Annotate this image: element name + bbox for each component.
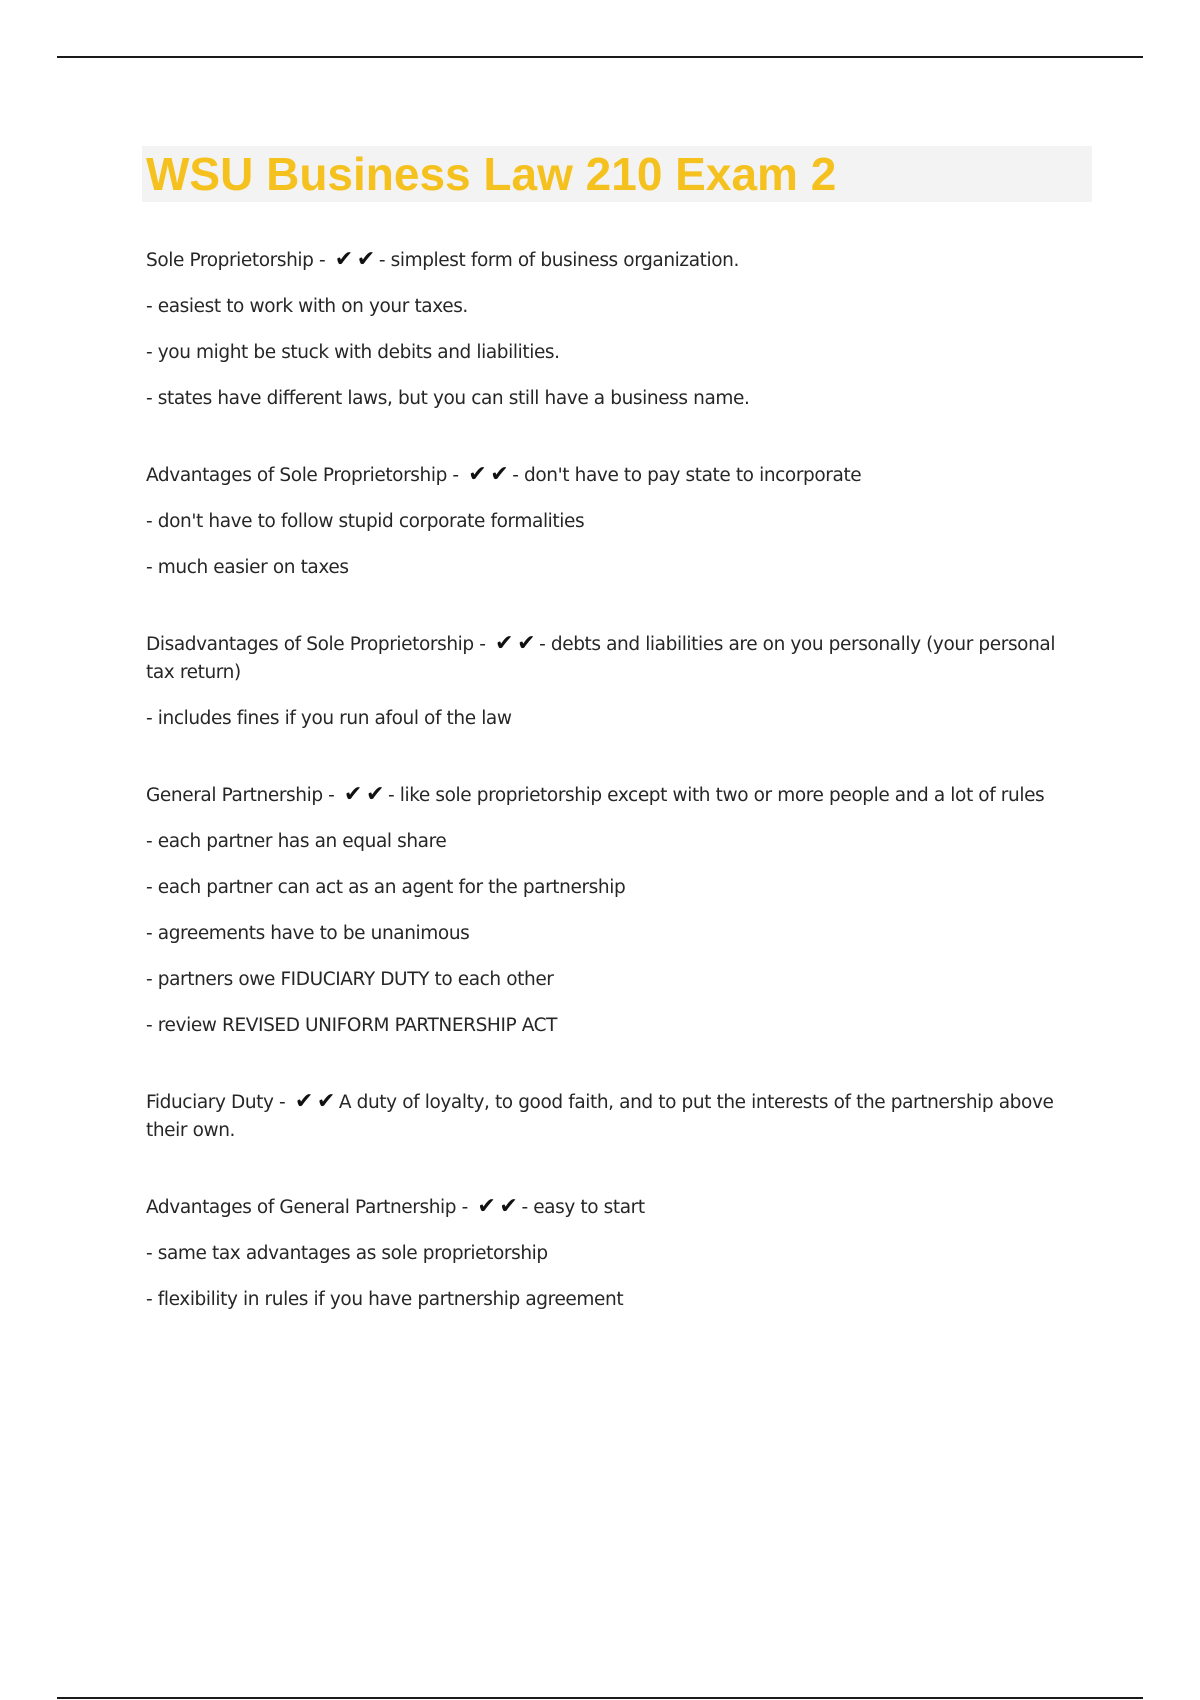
double-check-icons <box>475 1193 519 1222</box>
entry-bullet: - each partner can act as an agent for the partnership <box>146 877 626 898</box>
entry-term-line <box>146 461 1086 490</box>
double-check-icons <box>493 630 537 659</box>
checkmark-icon: ✔ <box>499 1194 518 1219</box>
checkmark-icon: ✔ <box>517 631 536 656</box>
entry-term-line <box>146 1088 1086 1145</box>
entry-term: Fiduciary Duty - <box>146 1092 286 1113</box>
checkmark-icon: ✔ <box>365 782 385 807</box>
entry-bullet: - same tax advantages as sole proprietorship <box>146 1243 548 1264</box>
entry-term: Advantages of Sole Proprietorship - <box>146 465 459 486</box>
entry-bullet: - includes fines if you run afoul of the law <box>146 708 512 729</box>
entry-bullet: - don't have to follow stupid corporate formalities <box>146 511 585 532</box>
double-check-icons <box>342 781 386 810</box>
checkmark-icon: ✔ <box>334 247 353 272</box>
entry-bullet: - much easier on taxes <box>146 557 349 578</box>
checkmark-icon: ✔ <box>495 631 514 656</box>
entry-bullet: - agreements have to be unanimous <box>146 923 470 944</box>
flashcard-entry <box>146 1193 1086 1314</box>
page-title: WSU Business Law 210 Exam 2 <box>146 148 837 200</box>
checkmark-icon: ✔ <box>490 462 509 487</box>
entry-term-line <box>146 781 1086 810</box>
top-rule <box>57 56 1143 58</box>
flashcard-entry <box>146 1088 1086 1145</box>
entry-bullet: - partners owe FIDUCIARY DUTY to each other <box>146 969 554 990</box>
checkmark-icon: ✔ <box>468 462 487 487</box>
double-check-icons <box>333 246 377 275</box>
document-body <box>146 246 1086 1362</box>
entry-term-line <box>146 1193 1086 1222</box>
double-check-icons <box>293 1088 337 1117</box>
entry-bullet: - flexibility in rules if you have partnership agreement <box>146 1289 624 1310</box>
checkmark-icon: ✔ <box>477 1194 496 1219</box>
flashcard-entry <box>146 630 1086 733</box>
entry-bullet: - review REVISED UNIFORM PARTNERSHIP ACT <box>146 1015 558 1036</box>
checkmark-icon: ✔ <box>294 1089 313 1114</box>
flashcard-entry <box>146 461 1086 582</box>
checkmark-icon: ✔ <box>356 247 375 272</box>
entry-term: Advantages of General Partnership - <box>146 1197 468 1218</box>
entry-bullet: - easiest to work with on your taxes. <box>146 296 468 317</box>
double-check-icons <box>466 461 510 490</box>
entry-definition: - simplest form of business organization. <box>378 250 739 271</box>
flashcard-entry <box>146 781 1086 1040</box>
entry-definition: A duty of loyalty, to good faith, and to put the interests of the partnership above their own. <box>146 1092 1054 1141</box>
entry-definition: - like sole proprietorship except with two or more people and a lot of rules <box>388 785 1045 806</box>
entry-term-line <box>146 246 1086 275</box>
entry-term: Sole Proprietorship - <box>146 250 326 271</box>
entry-term: Disadvantages of Sole Proprietorship - <box>146 634 486 655</box>
entry-definition: - debts and liabilities are on you personally (your personal tax return) <box>146 634 1056 683</box>
entry-bullet: - you might be stuck with debits and liabilities. <box>146 342 560 363</box>
entry-bullet: - states have different laws, but you can still have a business name. <box>146 388 750 409</box>
entry-bullet: - each partner has an equal share <box>146 831 447 852</box>
entry-term-line <box>146 630 1086 687</box>
entry-definition: - don't have to pay state to incorporate <box>512 465 862 486</box>
checkmark-icon: ✔ <box>343 782 362 807</box>
bottom-rule <box>57 1697 1143 1699</box>
flashcard-entry <box>146 246 1086 413</box>
entry-definition: - easy to start <box>521 1197 645 1218</box>
checkmark-icon: ✔ <box>316 1089 335 1114</box>
entry-term: General Partnership - <box>146 785 335 806</box>
